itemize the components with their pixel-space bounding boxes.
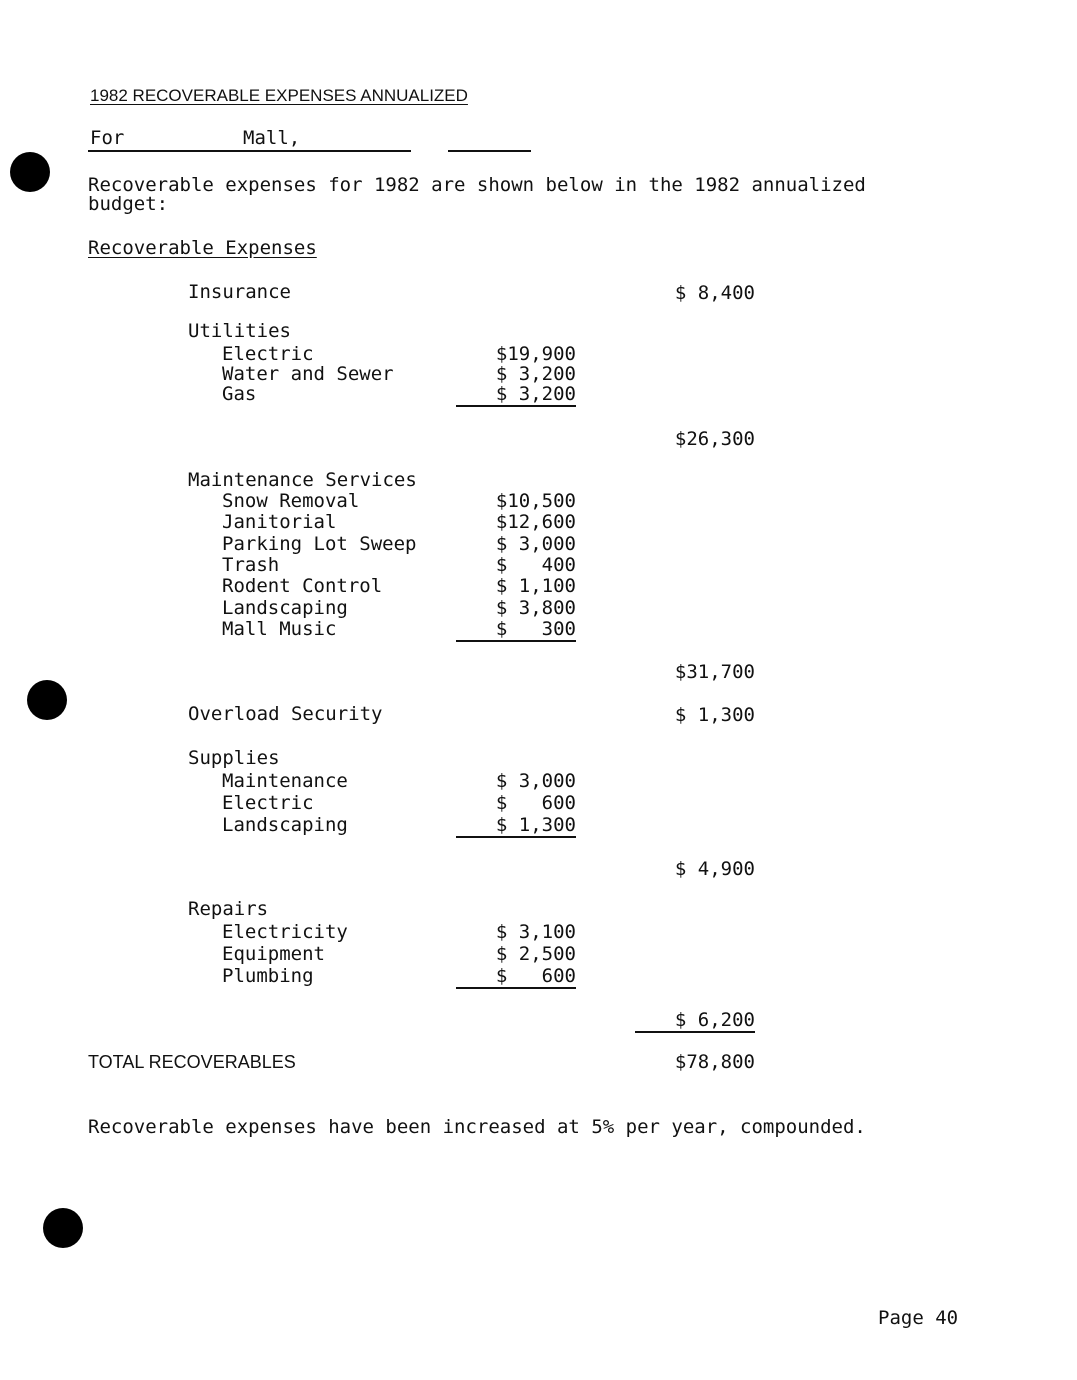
supplies-label: Supplies <box>188 747 280 769</box>
supplies-total: $ 4,900 <box>674 858 755 880</box>
maintenance-item-label: Trash <box>222 554 280 576</box>
repairs-label: Repairs <box>188 898 269 920</box>
repairs-item-amount: $ 600 <box>456 966 576 989</box>
page-title: 1982 RECOVERABLE EXPENSES ANNUALIZED <box>90 86 468 105</box>
maintenance-item-label: Rodent Control <box>222 575 383 597</box>
maintenance-item-amount: $ 3,000 <box>495 533 576 555</box>
repairs-item-label: Plumbing <box>222 965 314 987</box>
maintenance-item-amount: $ 300 <box>456 619 576 642</box>
supplies-item-label: Landscaping <box>222 814 348 836</box>
maintenance-item-amount: $ 3,800 <box>495 597 576 619</box>
utilities-item-amount: $ 3,200 <box>495 363 576 385</box>
repairs-item-amount: $ 2,500 <box>495 943 576 965</box>
supplies-item-amount: $ 1,300 <box>456 815 576 838</box>
supplies-item-amount: $ 3,000 <box>495 770 576 792</box>
utilities-item-label: Water and Sewer <box>222 363 394 385</box>
utilities-item-amount: $19,900 <box>495 343 576 365</box>
maintenance-item-amount: $12,600 <box>495 511 576 533</box>
overload-security-label: Overload Security <box>188 703 383 725</box>
maintenance-services-label: Maintenance Services <box>188 469 417 491</box>
repairs-item-amount: $ 3,100 <box>495 921 576 943</box>
total-recoverables-value: $78,800 <box>674 1051 755 1073</box>
utilities-item-amount: $ 3,200 <box>456 384 576 407</box>
maintenance-item-label: Snow Removal <box>222 490 360 512</box>
for-label: For <box>90 127 125 149</box>
blank-underline <box>448 150 531 152</box>
for-underline <box>88 150 411 152</box>
supplies-item-label: Maintenance <box>222 770 348 792</box>
maintenance-total: $31,700 <box>674 661 755 683</box>
intro-line-1: Recoverable expenses for 1982 are shown below in the 1982 annualized <box>88 174 866 196</box>
utilities-total: $26,300 <box>674 428 755 450</box>
utilities-label: Utilities <box>188 320 291 342</box>
utilities-item-label: Gas <box>222 383 257 405</box>
supplies-item-amount: $ 600 <box>495 792 576 814</box>
insurance-label: Insurance <box>188 281 291 303</box>
maintenance-item-amount: $ 1,100 <box>495 575 576 597</box>
utilities-item-label: Electric <box>222 343 314 365</box>
mall-label: Mall, <box>243 127 301 149</box>
total-recoverables-label: TOTAL RECOVERABLES <box>88 1052 296 1072</box>
maintenance-item-label: Janitorial <box>222 511 337 533</box>
repairs-total: $ 6,200 <box>635 1010 755 1033</box>
insurance-total: $ 8,400 <box>674 282 755 304</box>
maintenance-item-label: Landscaping <box>222 597 348 619</box>
footnote: Recoverable expenses have been increased at 5% per year, compounded. <box>88 1116 866 1138</box>
page-number: Page 40 <box>878 1307 959 1329</box>
repairs-item-label: Electricity <box>222 921 348 943</box>
overload-security-total: $ 1,300 <box>674 704 755 726</box>
punch-hole-top <box>10 152 50 192</box>
maintenance-item-label: Parking Lot Sweep <box>222 533 417 555</box>
repairs-item-label: Equipment <box>222 943 325 965</box>
supplies-item-label: Electric <box>222 792 314 814</box>
maintenance-item-amount: $10,500 <box>495 490 576 512</box>
intro-line-2: budget: <box>88 193 169 215</box>
section-heading: Recoverable Expenses <box>88 237 317 259</box>
maintenance-item-label: Mall Music <box>222 618 337 640</box>
maintenance-item-amount: $ 400 <box>495 554 576 576</box>
punch-hole-middle <box>27 680 67 720</box>
punch-hole-bottom <box>43 1208 83 1248</box>
